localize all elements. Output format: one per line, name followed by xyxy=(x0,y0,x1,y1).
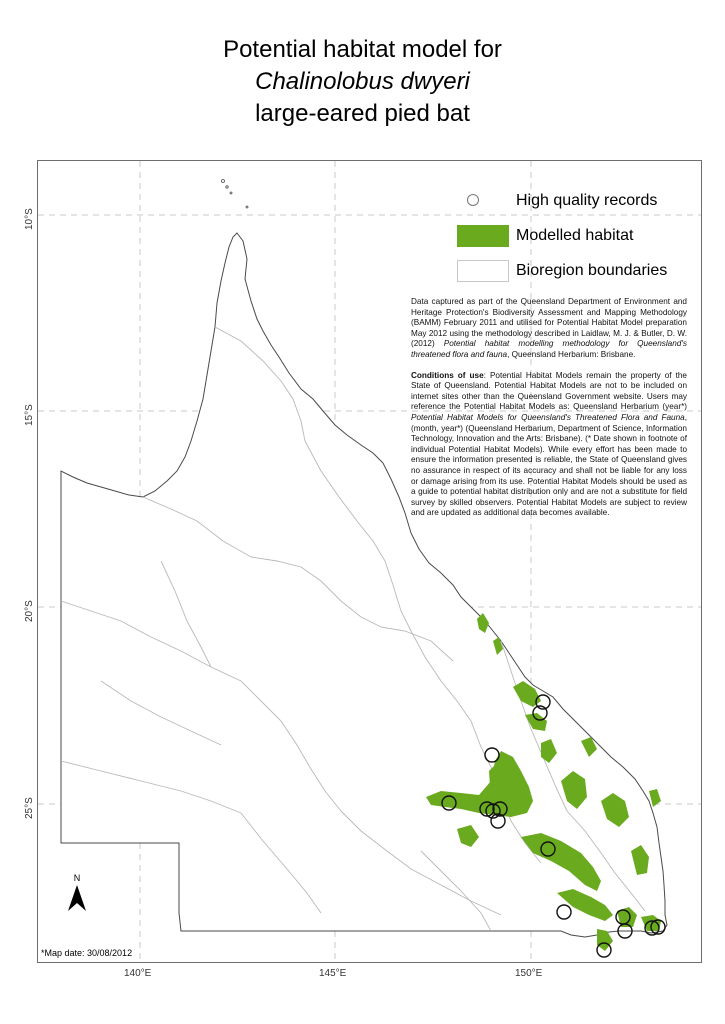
bioregion-swatch-icon xyxy=(457,260,509,282)
island xyxy=(246,206,248,208)
north-label: N xyxy=(73,873,81,883)
islands xyxy=(222,180,249,209)
note-text: , Queensland Herbarium: Brisbane. xyxy=(507,349,636,359)
data-source-note xyxy=(411,297,687,361)
conditions-heading: Conditions of use xyxy=(411,370,484,380)
north-arrow xyxy=(66,873,88,918)
legend xyxy=(455,190,695,295)
title-line-1: Potential habitat model for xyxy=(223,36,502,63)
habitat-swatch-icon xyxy=(457,225,509,247)
title-species-name: Chalinolobus dwyeri xyxy=(255,68,470,95)
legend-habitat-label: Modelled habitat xyxy=(516,227,634,244)
lat-label-10: 10°S xyxy=(24,208,35,230)
island xyxy=(226,186,228,188)
legend-habitat xyxy=(455,225,695,260)
lat-label-15: 15°S xyxy=(24,404,35,426)
lat-label-25: 25°S xyxy=(24,797,35,819)
map-title xyxy=(0,34,725,130)
legend-records-label: High quality records xyxy=(516,192,658,209)
conditions-of-use-note xyxy=(411,371,687,519)
map-date: *Map date: 30/08/2012 xyxy=(41,948,133,958)
note-text: : Potential Habitat Models remain the property of the State of Queensland. Potential Habitat Models are not to be included on internet sites other than the Queensland Government website. Users may reference the Potential Habitat Models as: Queensland Herbarium (year*) xyxy=(411,370,687,412)
lon-label-145: 145°E xyxy=(319,968,347,979)
lat-label-20: 20°S xyxy=(24,600,35,622)
note-text: , (month, year*) (Queensland Herbarium, Department of Science, Information Technology, Innovation and the Arts: Brisbane). (* Date shown in footnote of individual Potential Habitat Models). While every effort has been made to ensure the information presented is reliable, the State of Queensland gives no assurance in respect of its accuracy and shall not be liable for any loss or damage arising from its use. Potential Habitat Models should be used as a guide to potential habitat distribution only and are not a substitute for field survey by skilled observers. Potential Habitat Models are subject to review and are updated as additional data becomes available. xyxy=(411,412,687,518)
note-text: Data captured as part of the Queensland Department of Environment and Heritage Protection's Biodiversity Assessment and Mapping Methodology (BAMM) February 2011 and utilised for Potential Habitat Model preparation May 2012 using the methodology described in Laidlaw, M. J. & Butler, D. W. (2012) xyxy=(411,297,687,349)
island xyxy=(222,180,225,183)
legend-records xyxy=(455,190,695,225)
legend-bioregion xyxy=(455,260,695,295)
map-notes xyxy=(411,297,687,529)
island xyxy=(230,192,232,194)
note-italic-text: Potential habitat modelling methodology for Queensland's threatened flora and fauna xyxy=(411,339,687,359)
note-italic-text: Potential Habitat Models for Queensland's Threatened Flora and Fauna xyxy=(411,412,685,422)
legend-bioregion-label: Bioregion boundaries xyxy=(516,262,668,279)
north-arrow-icon xyxy=(66,883,88,913)
lon-label-150: 150°E xyxy=(515,968,543,979)
title-common-name: large-eared pied bat xyxy=(255,100,470,127)
record-circle-icon xyxy=(467,194,479,206)
lon-label-140: 140°E xyxy=(124,968,152,979)
